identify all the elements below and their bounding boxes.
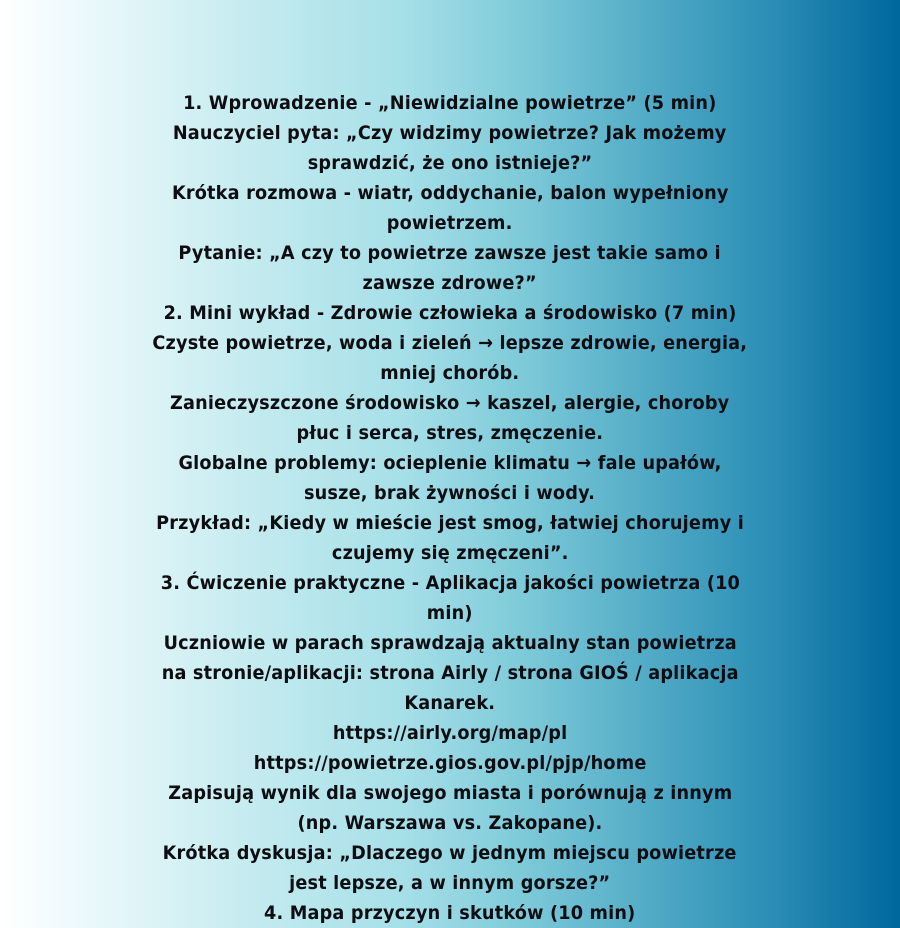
short-talk-line-2: powietrzem. <box>387 212 513 234</box>
record-result-line-1: Zapisują wynik dla swojego miasta i porównują z innym <box>167 782 733 804</box>
example-line-2: czujemy się zmęczeni”. <box>331 542 569 564</box>
section-1-heading: 1. Wprowadzenie - „Niewidzialne powietrze” (5 min) <box>183 92 717 114</box>
polluted-environment-line-2: płuc i serca, stres, zmęczenie. <box>296 422 604 444</box>
discussion-line-1: Krótka dyskusja: „Dlaczego w jednym miejscu powietrze <box>162 842 737 864</box>
question-line-1: Pytanie: „A czy to powietrze zawsze jest takie samo i <box>178 242 722 264</box>
airly-link[interactable]: https://airly.org/map/pl <box>332 722 568 744</box>
gios-link[interactable]: https://powietrze.gios.gov.pl/pjp/home <box>253 752 647 774</box>
record-result-line-2: (np. Warszawa vs. Zakopane). <box>297 812 603 834</box>
short-talk-line-1: Krótka rozmowa - wiatr, oddychanie, balon wypełniony <box>171 182 729 204</box>
global-problems-line-2: susze, brak żywności i wody. <box>304 482 596 504</box>
section-3-heading-line-1: 3. Ćwiczenie praktyczne - Aplikacja jakości powietrza (10 <box>160 572 740 594</box>
lesson-plan-text <box>0 88 900 928</box>
pairs-check-line-2: na stronie/aplikacji: strona Airly / strona GIOŚ / aplikacja <box>161 662 739 684</box>
clean-environment-line-2: mniej chorób. <box>380 362 520 384</box>
question-line-2: zawsze zdrowe?” <box>362 272 538 294</box>
example-line-1: Przykład: „Kiedy w mieście jest smog, łatwiej chorujemy i <box>156 512 744 534</box>
discussion-line-2: jest lepsze, a w innym gorsze?” <box>289 872 611 894</box>
section-2-heading: 2. Mini wykład - Zdrowie człowieka a środowisko (7 min) <box>163 302 737 324</box>
teacher-question-line-1: Nauczyciel pyta: „Czy widzimy powietrze? Jak możemy <box>173 122 727 144</box>
section-3-heading-line-2: min) <box>427 602 473 624</box>
pairs-check-line-1: Uczniowie w parach sprawdzają aktualny stan powietrza <box>163 632 737 654</box>
polluted-environment-line-1: Zanieczyszczone środowisko → kaszel, alergie, choroby <box>170 392 730 414</box>
global-problems-line-1: Globalne problemy: ocieplenie klimatu → fale upałów, <box>178 452 722 474</box>
clean-environment-line-1: Czyste powietrze, woda i zieleń → lepsze zdrowie, energia, <box>152 332 748 354</box>
teacher-question-line-2: sprawdzić, że ono istnieje?” <box>307 152 593 174</box>
section-4-heading: 4. Mapa przyczyn i skutków (10 min) <box>264 902 636 924</box>
pairs-check-line-3: Kanarek. <box>404 692 496 714</box>
